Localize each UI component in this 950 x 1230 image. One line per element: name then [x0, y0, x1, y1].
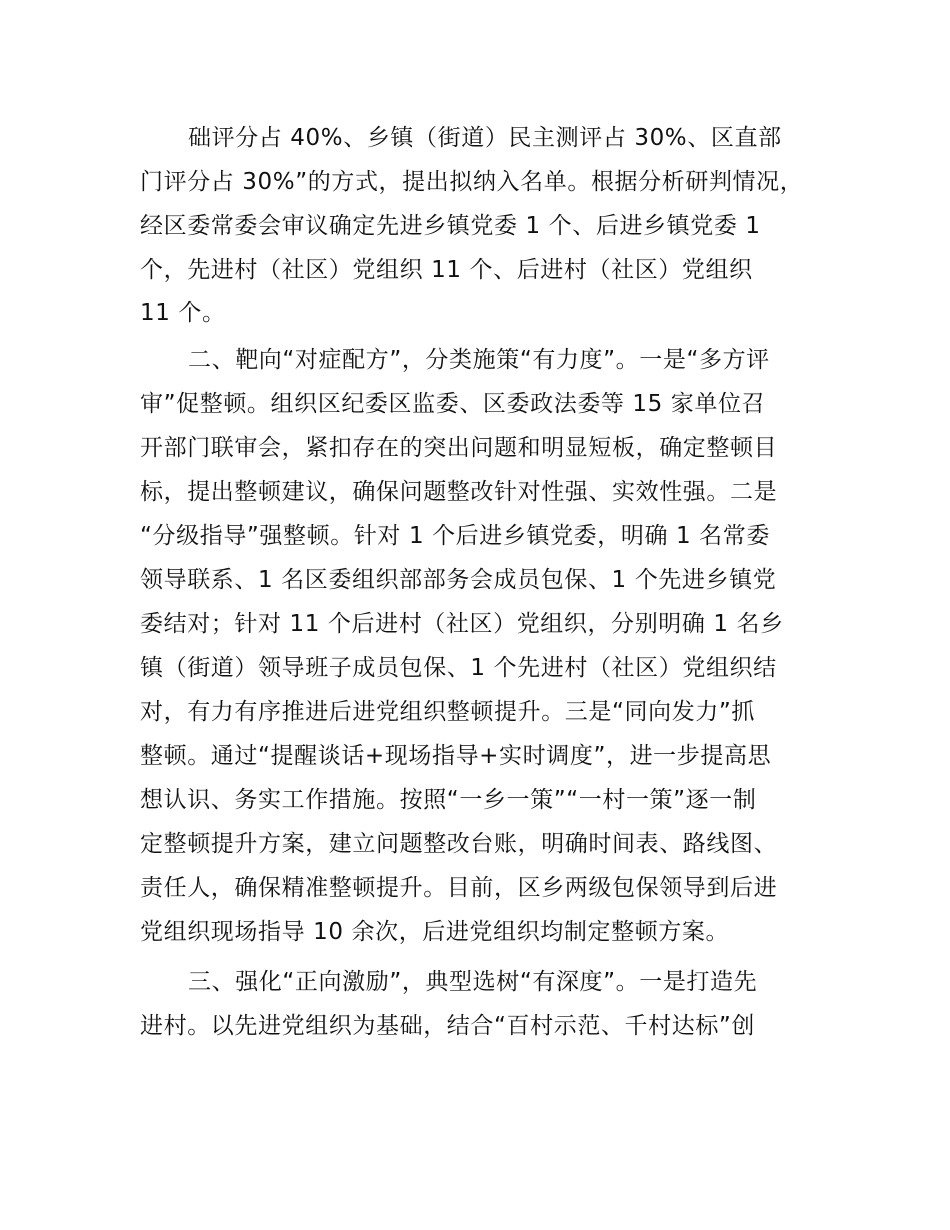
text-line: 标，提出整顿建议，确保问题整改针对性强、实效性强。二是: [140, 479, 778, 505]
text-line: “分级指导”强整顿。针对 1 个后进乡镇党委，明确 1 名常委: [140, 523, 770, 549]
text-line: 镇（街道）领导班子成员包保、1 个先进村（社区）党组织结: [140, 655, 777, 681]
text-line: 想认识、务实工作措施。按照“一乡一策”“一村一策”逐一制: [140, 787, 757, 813]
text-line: 二、靶向“对症配方”，分类施策“有力度”。一是“多方评: [188, 347, 770, 373]
text-line: 经区委常委会审议确定先进乡镇党委 1 个、后进乡镇党委 1: [140, 213, 761, 239]
text-line: 三、强化“正向激励”，典型选树“有深度”。一是打造先: [188, 969, 758, 995]
text-line: 责任人，确保精准整顿提升。目前，区乡两级包保领导到后进: [140, 875, 778, 901]
text-line: 审”促整顿。组织区纪委区监委、区委政法委等 15 家单位召: [140, 391, 766, 417]
text-line: 对，有力有序推进后进党组织整顿提升。三是“同向发力”抓: [140, 699, 756, 725]
text-line: 开部门联审会，紧扣存在的突出问题和明显短板，确定整顿目: [140, 435, 778, 461]
text-line: 领导联系、1 名区委组织部部务会成员包保、1 个先进乡镇党: [140, 567, 777, 593]
text-line: 门评分占 30%”的方式，提出拟纳入名单。根据分析研判情况，: [140, 169, 804, 195]
text-line: 进村。以先进党组织为基础，结合“百村示范、千村达标”创: [140, 1013, 756, 1039]
text-line: 11 个。: [140, 300, 226, 326]
text-line: 整顿。通过“提醒谈话+现场指导+实时调度”，进一步提高思: [140, 743, 772, 769]
text-line: 础评分占 40%、乡镇（街道）民主测评占 30%、区直部: [188, 125, 782, 151]
text-line: 定整顿提升方案，建立问题整改台账，明确时间表、路线图、: [140, 831, 778, 857]
text-line: 党组织现场指导 10 余次，后进党组织均制定整顿方案。: [140, 919, 730, 945]
text-line: 委结对；针对 11 个后进村（社区）党组织，分别明确 1 名乡: [140, 611, 784, 637]
text-line: 个，先进村（社区）党组织 11 个、后进村（社区）党组织: [140, 257, 753, 283]
